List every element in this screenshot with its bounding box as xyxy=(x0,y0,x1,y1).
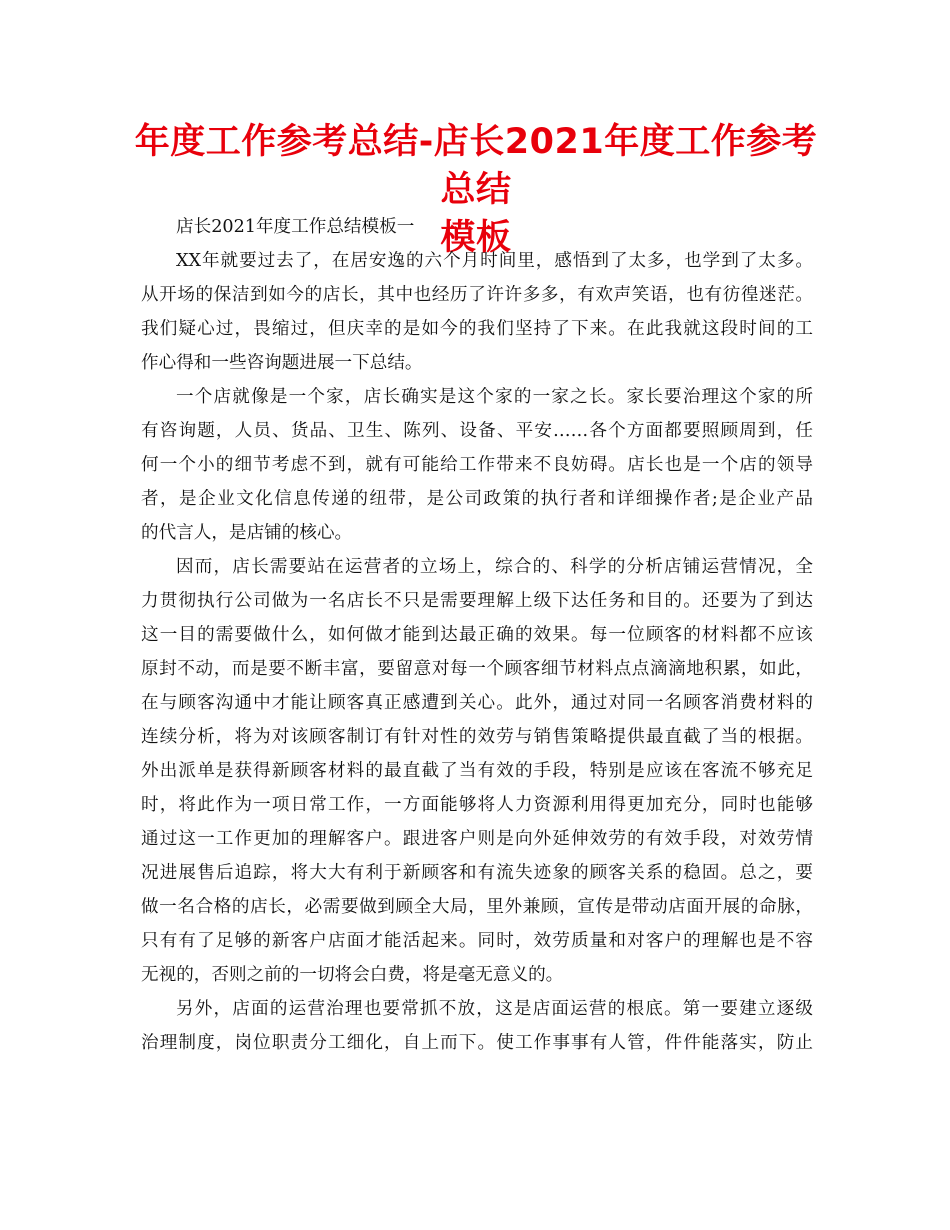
title-line-1: 年度工作参考总结-店长2021年度工作参考总结 xyxy=(134,122,818,210)
text-line: 另外，店面的运营治理也要常抓不放，这是店面运营的根底。第一要建立逐级 xyxy=(176,999,813,1019)
text-line: 做一名合格的店长，必需要做到顾全大局，里外兼顾，宣传是带动店面开展的命脉， xyxy=(141,897,813,917)
text-line: 这一目的需要做什么，如何做才能到达最正确的效果。每一位顾客的材料都不应该 xyxy=(141,625,813,645)
text-line: 有咨询题，人员、货品、卫生、陈列、设备、平安……各个方面都要照顾周到，任 xyxy=(141,421,813,441)
paragraph-2 xyxy=(141,380,813,550)
text-line: 连续分析，将为对该顾客制订有针对性的效劳与销售策略提供最直截了当的根据。 xyxy=(141,727,813,747)
text-line: 通过这一工作更加的理解客户。跟进客户则是向外延伸效劳的有效手段，对效劳情 xyxy=(141,829,813,849)
paragraph-3 xyxy=(141,550,813,992)
text-line: 一个店就像是一个家，店长确实是这个家的一家之长。家长要治理这个家的所 xyxy=(176,387,813,407)
paragraph-4 xyxy=(141,992,813,1060)
text-line: 我们疑心过，畏缩过，但庆幸的是如今的我们坚持了下来。在此我就这段时间的工 xyxy=(141,319,813,339)
text-line: 况进展售后追踪，将大大有利于新顾客和有流失迹象的顾客关系的稳固。总之，要 xyxy=(141,863,813,883)
title-line-2: 模板 xyxy=(440,218,512,258)
text-line: 只有有了足够的新客户店面才能活起来。同时，效劳质量和对客户的理解也是不容 xyxy=(141,931,813,951)
text-line: 作心得和一些咨询题进展一下总结。 xyxy=(141,353,423,373)
text-line: XX年就要过去了，在居安逸的六个月时间里，感悟到了太多，也学到了太多。 xyxy=(176,251,813,271)
text-line: 原封不动，而是要不断丰富，要留意对每一个顾客细节材料点点滴滴地积累，如此， xyxy=(141,659,813,679)
text-line: 从开场的保洁到如今的店长，其中也经历了许许多多，有欢声笑语，也有彷徨迷茫。 xyxy=(141,285,813,305)
text-line: 时，将此作为一项日常工作，一方面能够将人力资源利用得更加充分，同时也能够 xyxy=(141,795,813,815)
text-line: 何一个小的细节考虑不到，就有可能给工作带来不良妨碍。店长也是一个店的领导 xyxy=(141,455,813,475)
paragraph-1 xyxy=(141,244,813,380)
document-body xyxy=(141,210,813,1060)
text-line: 力贯彻执行公司做为一名店长不只是需要理解上级下达任务和目的。还要为了到达 xyxy=(141,591,813,611)
text-line: 无视的，否则之前的一切将会白费，将是毫无意义的。 xyxy=(141,965,564,985)
text-line: 因而，店长需要站在运营者的立场上，综合的、科学的分析店铺运营情况，全 xyxy=(176,557,813,577)
text-line: 外出派单是获得新顾客材料的最直截了当有效的手段，特别是应该在客流不够充足 xyxy=(141,761,813,781)
text-line: 的代言人，是店铺的核心。 xyxy=(141,523,353,543)
text-line: 者，是企业文化信息传递的纽带，是公司政策的执行者和详细操作者;是企业产品 xyxy=(141,489,813,509)
text-line: 治理制度，岗位职责分工细化，自上而下。使工作事事有人管，件件能落实，防止 xyxy=(141,1033,813,1053)
section-subheading: 店长2021年度工作总结模板一 xyxy=(176,217,415,237)
text-line: 在与顾客沟通中才能让顾客真正感遭到关心。此外，通过对同一名顾客消费材料的 xyxy=(141,693,813,713)
